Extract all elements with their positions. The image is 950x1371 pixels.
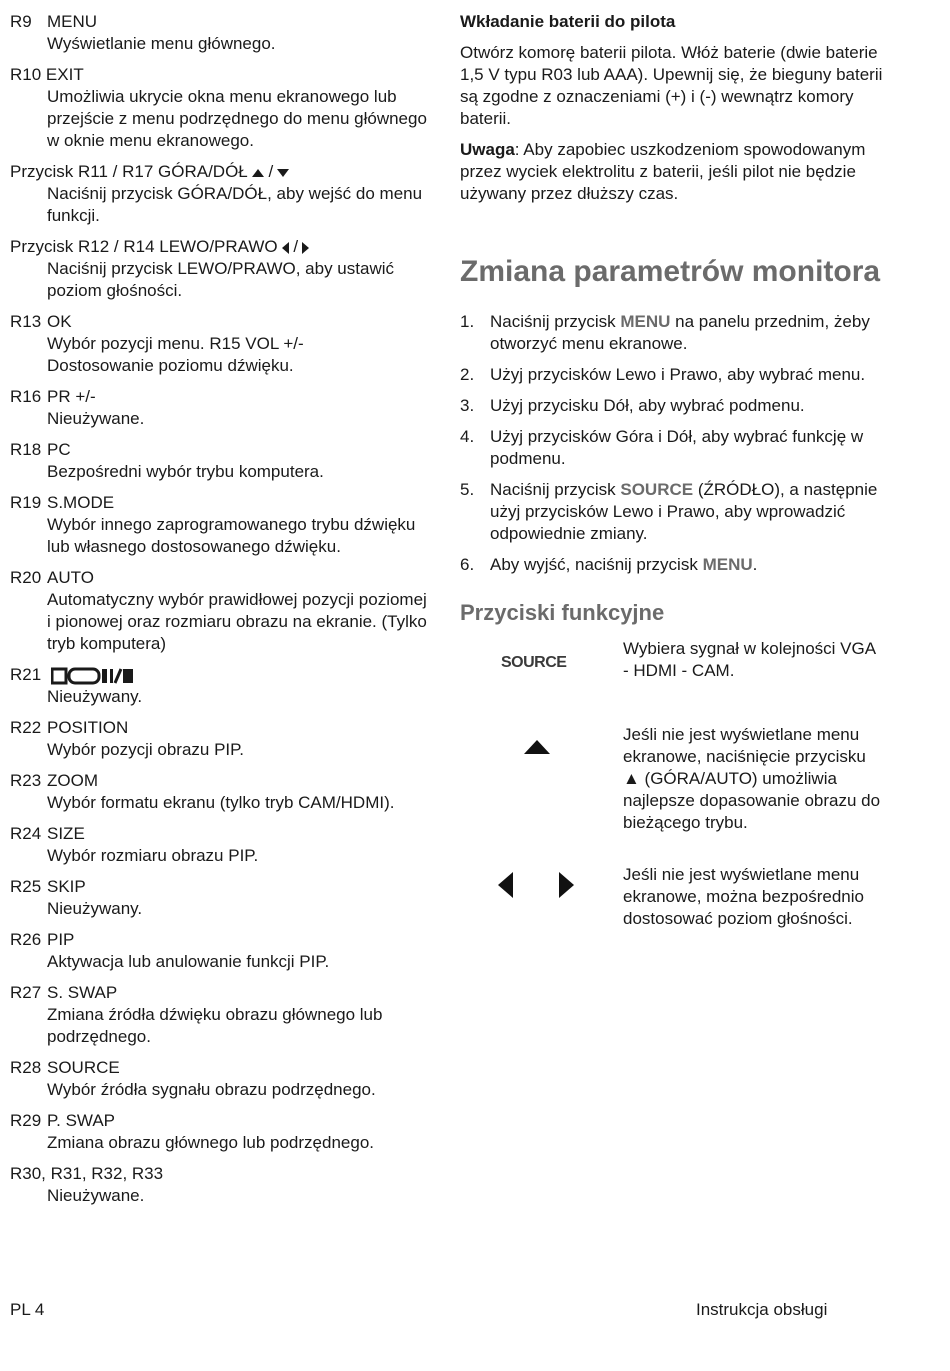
step-item: 6. Aby wyjść, naciśnij przycisk MENU.: [460, 555, 758, 574]
entry-r21: R21 Nieużywany.: [10, 665, 143, 706]
left-arrow-icon: [282, 242, 289, 254]
function-source: SOURCE Wybiera sygnał w kolejności VGA - HDMI - CAM.: [501, 639, 876, 680]
entry-r20: R20 AUTO Automatyczny wybór prawidłowej pozycji poziomej i pionowej oraz rozmiaru obrazu na ekranie. (Tylko tryb komputera): [10, 568, 427, 653]
remote-buttons-list: [10, 11, 435, 1216]
entry-r18: R18 PC Bezpośredni wybór trybu komputera.: [10, 440, 324, 481]
entry-r11-r17: Przycisk R11 / R17 GÓRA/DÓŁ / Naciśnij przycisk GÓRA/DÓŁ, aby wejść do menu funkcji.: [10, 162, 423, 225]
entry-r30-r33: R30, R31, R32, R33 Nieużywane.: [10, 1164, 164, 1205]
right-arrow-icon: [302, 242, 309, 254]
left-arrow-icon: [498, 872, 513, 898]
entry-r29: R29 P. SWAP Zmiana obrazu głównego lub podrzędnego.: [10, 1111, 375, 1152]
function-left-right: Jeśli nie jest wyświetlane menu ekranowe, można bezpośrednio dostosować poziom głośności.: [460, 864, 900, 930]
page-number: PL 4: [10, 1300, 45, 1319]
step-item: 1. Naciśnij przycisk MENU na panelu przednim, żeby otworzyć menu ekranowe.: [460, 312, 870, 353]
entry-r28: R28 SOURCE Wybór źródła sygnału obrazu podrzędnego.: [10, 1058, 376, 1099]
functions-heading: Przyciski funkcyjne: [460, 600, 665, 625]
entry-r26: R26 PIP Aktywacja lub anulowanie funkcji PIP.: [10, 930, 330, 971]
entry-r13: R13 OK Wybór pozycji menu. R15 VOL +/- Dostosowanie poziomu dźwięku.: [10, 312, 304, 375]
entry-r23: R23 ZOOM Wybór formatu ekranu (tylko tryb CAM/HDMI).: [10, 771, 395, 812]
document-title: Instrukcja obsługi: [696, 1300, 828, 1319]
source-button-icon: SOURCE: [501, 654, 567, 671]
entry-r27: R27 S. SWAP Zmiana źródła dźwięku obrazu głównego lub podrzędnego.: [10, 983, 383, 1046]
monitor-steps: [460, 311, 900, 576]
entry-r10: R10 EXIT Umożliwia ukrycie okna menu ekranowego lub przejście z menu podrzędnego do menu głównego w oknie menu ekranowego.: [10, 65, 427, 150]
step-item: 5. Naciśnij przycisk SOURCE (ŹRÓDŁO), a następnie użyj przycisków Lewo i Prawo, aby wprowadzić odpowiednie zmiany.: [460, 480, 878, 543]
up-arrow-icon: [524, 740, 550, 754]
battery-text: Otwórz komorę baterii pilota. Włóż baterie (dwie baterie 1,5 V typu R03 lub AAA). Upewnij się, że bieguny baterii są zgodne z oznaczeniami (+) i (-) wewnątrz komory baterii.: [460, 43, 883, 128]
picture-format-icon: [51, 667, 135, 685]
step-item: 3. Użyj przycisku Dół, aby wybrać podmenu.: [460, 396, 805, 415]
right-column: [460, 11, 900, 930]
entry-r12-r14: Przycisk R12 / R14 LEWO/PRAWO / Naciśnij przycisk LEWO/PRAWO, aby ustawić poziom głośności.: [10, 237, 394, 300]
battery-heading: Wkładanie baterii do pilota: [460, 12, 676, 31]
down-arrow-icon: [277, 169, 289, 177]
function-up: Jeśli nie jest wyświetlane menu ekranowe, naciśnięcie przycisku ▲ (GÓRA/AUTO) umożliwia najlepsze dopasowanie obrazu do bieżącego trybu.: [460, 724, 900, 864]
entry-r9: R9 MENU Wyświetlanie menu głównego.: [10, 12, 276, 53]
right-arrow-icon: [559, 872, 574, 898]
entry-r22: R22 POSITION Wybór pozycji obrazu PIP.: [10, 718, 245, 759]
step-item: 2. Użyj przycisków Lewo i Prawo, aby wybrać menu.: [460, 365, 866, 384]
step-item: 4. Użyj przycisków Góra i Dół, aby wybrać funkcję w podmenu.: [460, 427, 864, 468]
up-arrow-icon: [252, 169, 264, 177]
entry-r24: R24 SIZE Wybór rozmiaru obrazu PIP.: [10, 824, 259, 865]
entry-r16: R16 PR +/- Nieużywane.: [10, 387, 145, 428]
battery-note: Uwaga: Aby zapobiec uszkodzeniom spowodowanym przez wyciek elektrolitu z baterii, jeśli pilot nie będzie używany przez dłuższy czas.: [460, 140, 866, 203]
monitor-heading: Zmiana parametrów monitora: [460, 255, 881, 288]
entry-r19: R19 S.MODE Wybór innego zaprogramowanego trybu dźwięku lub własnego dostosowanego dźwięku.: [10, 493, 416, 556]
entry-r25: R25 SKIP Nieużywany.: [10, 877, 143, 918]
